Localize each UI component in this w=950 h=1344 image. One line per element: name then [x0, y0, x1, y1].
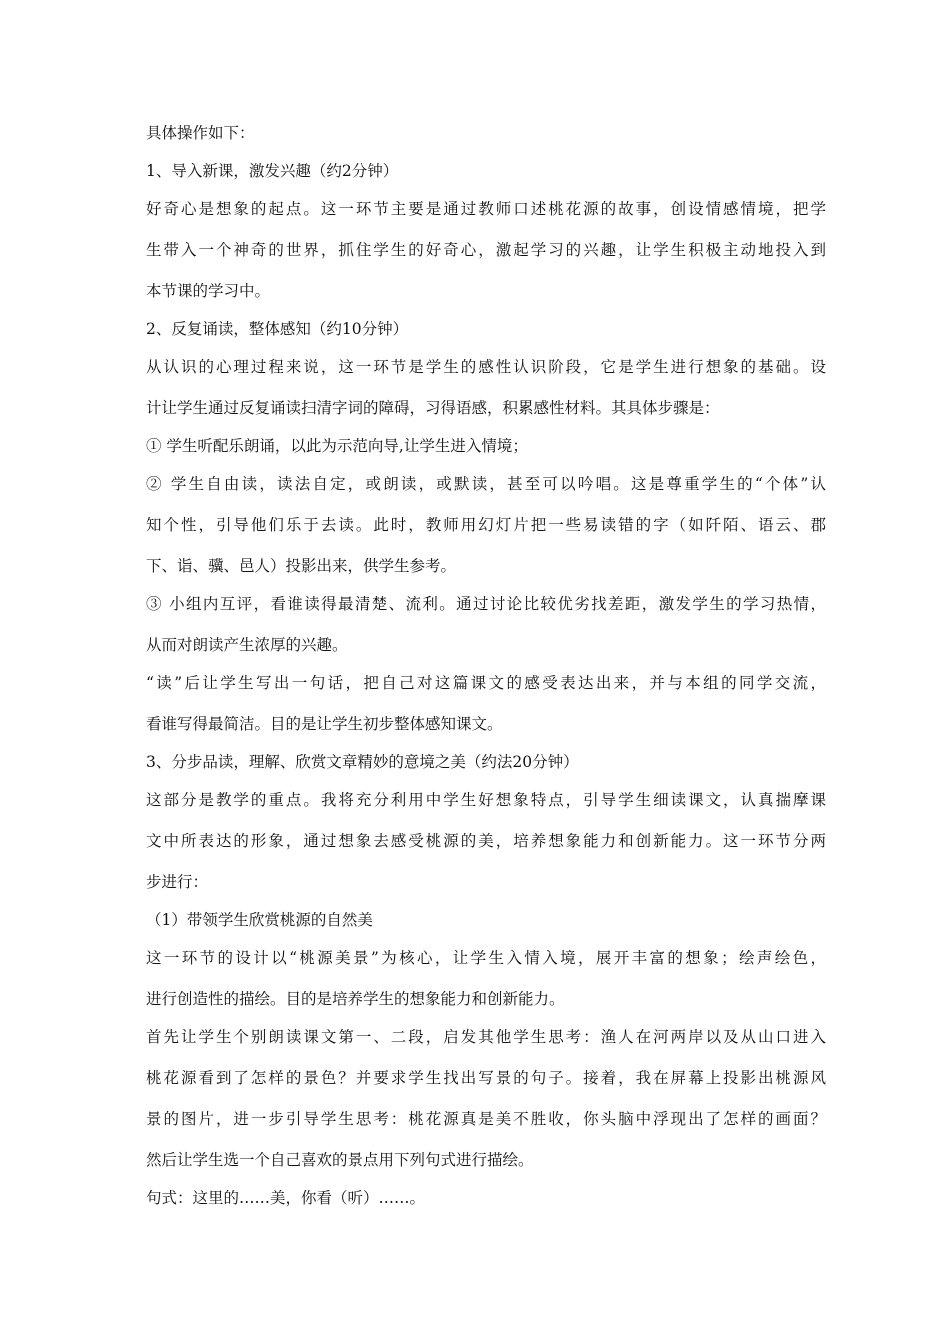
paragraph-line: 景的图片，进一步引导学生思考：桃花源真是美不胜收，你头脑中浮现出了怎样的画面？: [146, 1110, 826, 1128]
list-item-3: ③ 小组内互评，看谁读得最清楚、流利。通过讨论比较优劣找差距，激发学生的学习热情，: [146, 595, 826, 613]
paragraph-line: 本节课的学习中。: [146, 282, 271, 300]
subsection-heading: （1）带领学生欣赏桃源的自然美: [146, 911, 373, 929]
paragraph-line: 生带入一个神奇的世界，抓住学生的好奇心，激起学习的兴趣，让学生积极主动地投入到: [146, 241, 826, 259]
section-heading-2: 2、反复诵读，整体感知（约10分钟）: [146, 320, 409, 338]
document-body: [146, 124, 826, 1208]
list-item-2: ② 学生自由读，读法自定，或朗读，或默读，甚至可以吟唱。这是尊重学生的“个体”认: [146, 475, 826, 493]
list-item-1: ① 学生听配乐朗诵，以此为示范向导,让学生进入情境；: [146, 437, 528, 455]
sentence-pattern: 句式：这里的……美，你看（听）……。: [146, 1189, 426, 1207]
paragraph-line: 这一环节的设计以“桃源美景”为核心，让学生入情入境，展开丰富的想象；绘声绘色，: [146, 949, 826, 967]
paragraph-line: “读”后让学生写出一句话，把自己对这篇课文的感受表达出来，并与本组的同学交流，: [146, 674, 826, 692]
paragraph-line: 然后让学生选一个自己喜欢的景点用下列句式进行描绘。: [146, 1151, 534, 1169]
paragraph-line: 从认识的心理过程来说，这一环节是学生的感性认识阶段，它是学生进行想象的基础。设: [146, 358, 826, 376]
section-heading-3: 3、分步品读，理解、欣赏文章精妙的意境之美（约法20分钟）: [146, 753, 579, 771]
paragraph-line: 进行创造性的描绘。目的是培养学生的想象能力和创新能力。: [146, 990, 565, 1008]
paragraph-line: 文中所表达的形象，通过想象去感受桃源的美，培养想象能力和创新能力。这一环节分两: [146, 832, 826, 850]
paragraph-line: 步进行：: [146, 873, 209, 891]
paragraph-line: 计让学生通过反复诵读扫清字词的障碍，习得语感，积累感性材料。其具体步骤是：: [146, 399, 720, 417]
paragraph-line: 知个性，引导他们乐于去读。此时，教师用幻灯片把一些易读错的字（如阡陌、语云、郡: [146, 516, 826, 534]
paragraph-line: 桃花源看到了怎样的景色？并要求学生找出写景的句子。接着，我在屏幕上投影出桃源风: [146, 1069, 826, 1087]
paragraph-line: 首先让学生个别朗读课文第一、二段，启发其他学生思考：渔人在河两岸以及从山口进入: [146, 1028, 826, 1046]
paragraph-line: 这部分是教学的重点。我将充分利用中学生好想象特点，引导学生细读课文，认真揣摩课: [146, 791, 826, 809]
section-heading-1: 1、导入新课，激发兴趣（约2分钟）: [146, 162, 399, 180]
paragraph-line: 好奇心是想象的起点。这一环节主要是通过教师口述桃花源的故事，创设情感情境，把学: [146, 200, 826, 218]
intro-line: 具体操作如下：: [146, 124, 255, 142]
paragraph-line: 下、诣、骥、邑人）投影出来，供学生参考。: [146, 557, 457, 575]
paragraph-line: 看谁写得最简洁。目的是让学生初步整体感知课文。: [146, 715, 503, 733]
paragraph-line: 从而对朗读产生浓厚的兴趣。: [146, 636, 348, 654]
